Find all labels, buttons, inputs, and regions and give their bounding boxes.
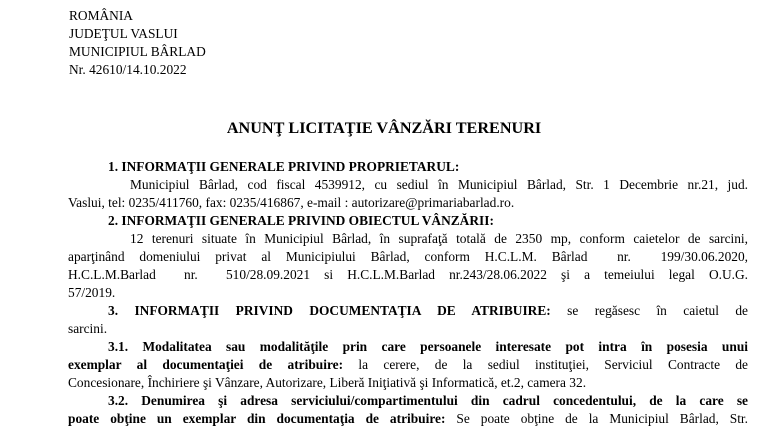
header-county: JUDEŢUL VASLUI (69, 26, 178, 41)
section-3-1-heading-end: exemplar al documentaţiei de atribuire: (68, 357, 344, 372)
header-municipality: MUNICIPIUL BÂRLAD (69, 44, 206, 59)
section-2-line-4: 57/2019. (68, 285, 116, 300)
section-3-2-line-2-rest: Se poate obţine de la Municipiul Bârlad, Str. (445, 411, 749, 426)
section-2-heading: 2. INFORMAŢII GENERALE PRIVIND OBIECTUL VÂNZĂRII: (108, 213, 494, 228)
section-2-line-2: aparţinând domeniului privat al Municipiului Bârlad, conform H.C.L.M. Bârlad nr. 199/30.06.2020, (68, 249, 748, 264)
section-3-2-line-1: 3.2. Denumirea şi adresa serviciului/compartimentului din cadrul concedentului, de la care se (108, 393, 748, 408)
section-3-line-1 (108, 303, 748, 318)
section-3-1-line-2 (68, 357, 748, 372)
section-3-heading-rest: se regăsesc în caietul de (550, 303, 748, 318)
section-3-1-line-3: Concesionare, Închiriere şi Vânzare, Autorizare, Liberă Iniţiativă şi Informatică, et.2, camera 32. (68, 375, 587, 390)
section-3-line-2: sarcini. (68, 321, 108, 336)
header-registration-number: Nr. 42610/14.10.2022 (69, 62, 187, 77)
section-3-1-line-1: 3.1. Modalitatea sau modalităţile prin care persoanele interesate pot intra în posesia unui (108, 339, 748, 354)
section-2-line-1: 12 terenuri situate în Municipiul Bârlad, în suprafaţă totală de 2350 mp, conform caietelor de sarcini, (130, 231, 748, 246)
document-title: ANUNŢ LICITAŢIE VÂNZĂRI TERENURI (226, 119, 542, 137)
section-1-line-1: Municipiul Bârlad, cod fiscal 4539912, cu sediul în Municipiul Bârlad, Str. 1 Decembrie nr.21, jud. (130, 177, 748, 192)
section-3-1-line-2-rest: la cerere, de la sediul instituţiei, Serviciul Contracte de (343, 357, 748, 372)
section-1-line-2: Vaslui, tel: 0235/411760, fax: 0235/416867, e-mail : autorizare@primariabarlad.ro. (68, 195, 515, 210)
header-country: ROMÂNIA (69, 8, 133, 23)
section-3-2-heading-end: poate obţine un exemplar din documentaţia de atribuire: (68, 411, 446, 426)
section-1-heading: 1. INFORMAŢII GENERALE PRIVIND PROPRIETARUL: (108, 159, 460, 174)
section-3-2-line-2 (68, 411, 748, 426)
section-3-heading: 3. INFORMAŢII PRIVIND DOCUMENTAŢIA DE ATRIBUIRE: (108, 303, 551, 318)
section-2-line-3: H.C.L.M.Barlad nr. 510/28.09.2021 si H.C.L.M.Barlad nr.243/28.06.2022 şi a temeiului legal O.U.G. (68, 267, 748, 282)
